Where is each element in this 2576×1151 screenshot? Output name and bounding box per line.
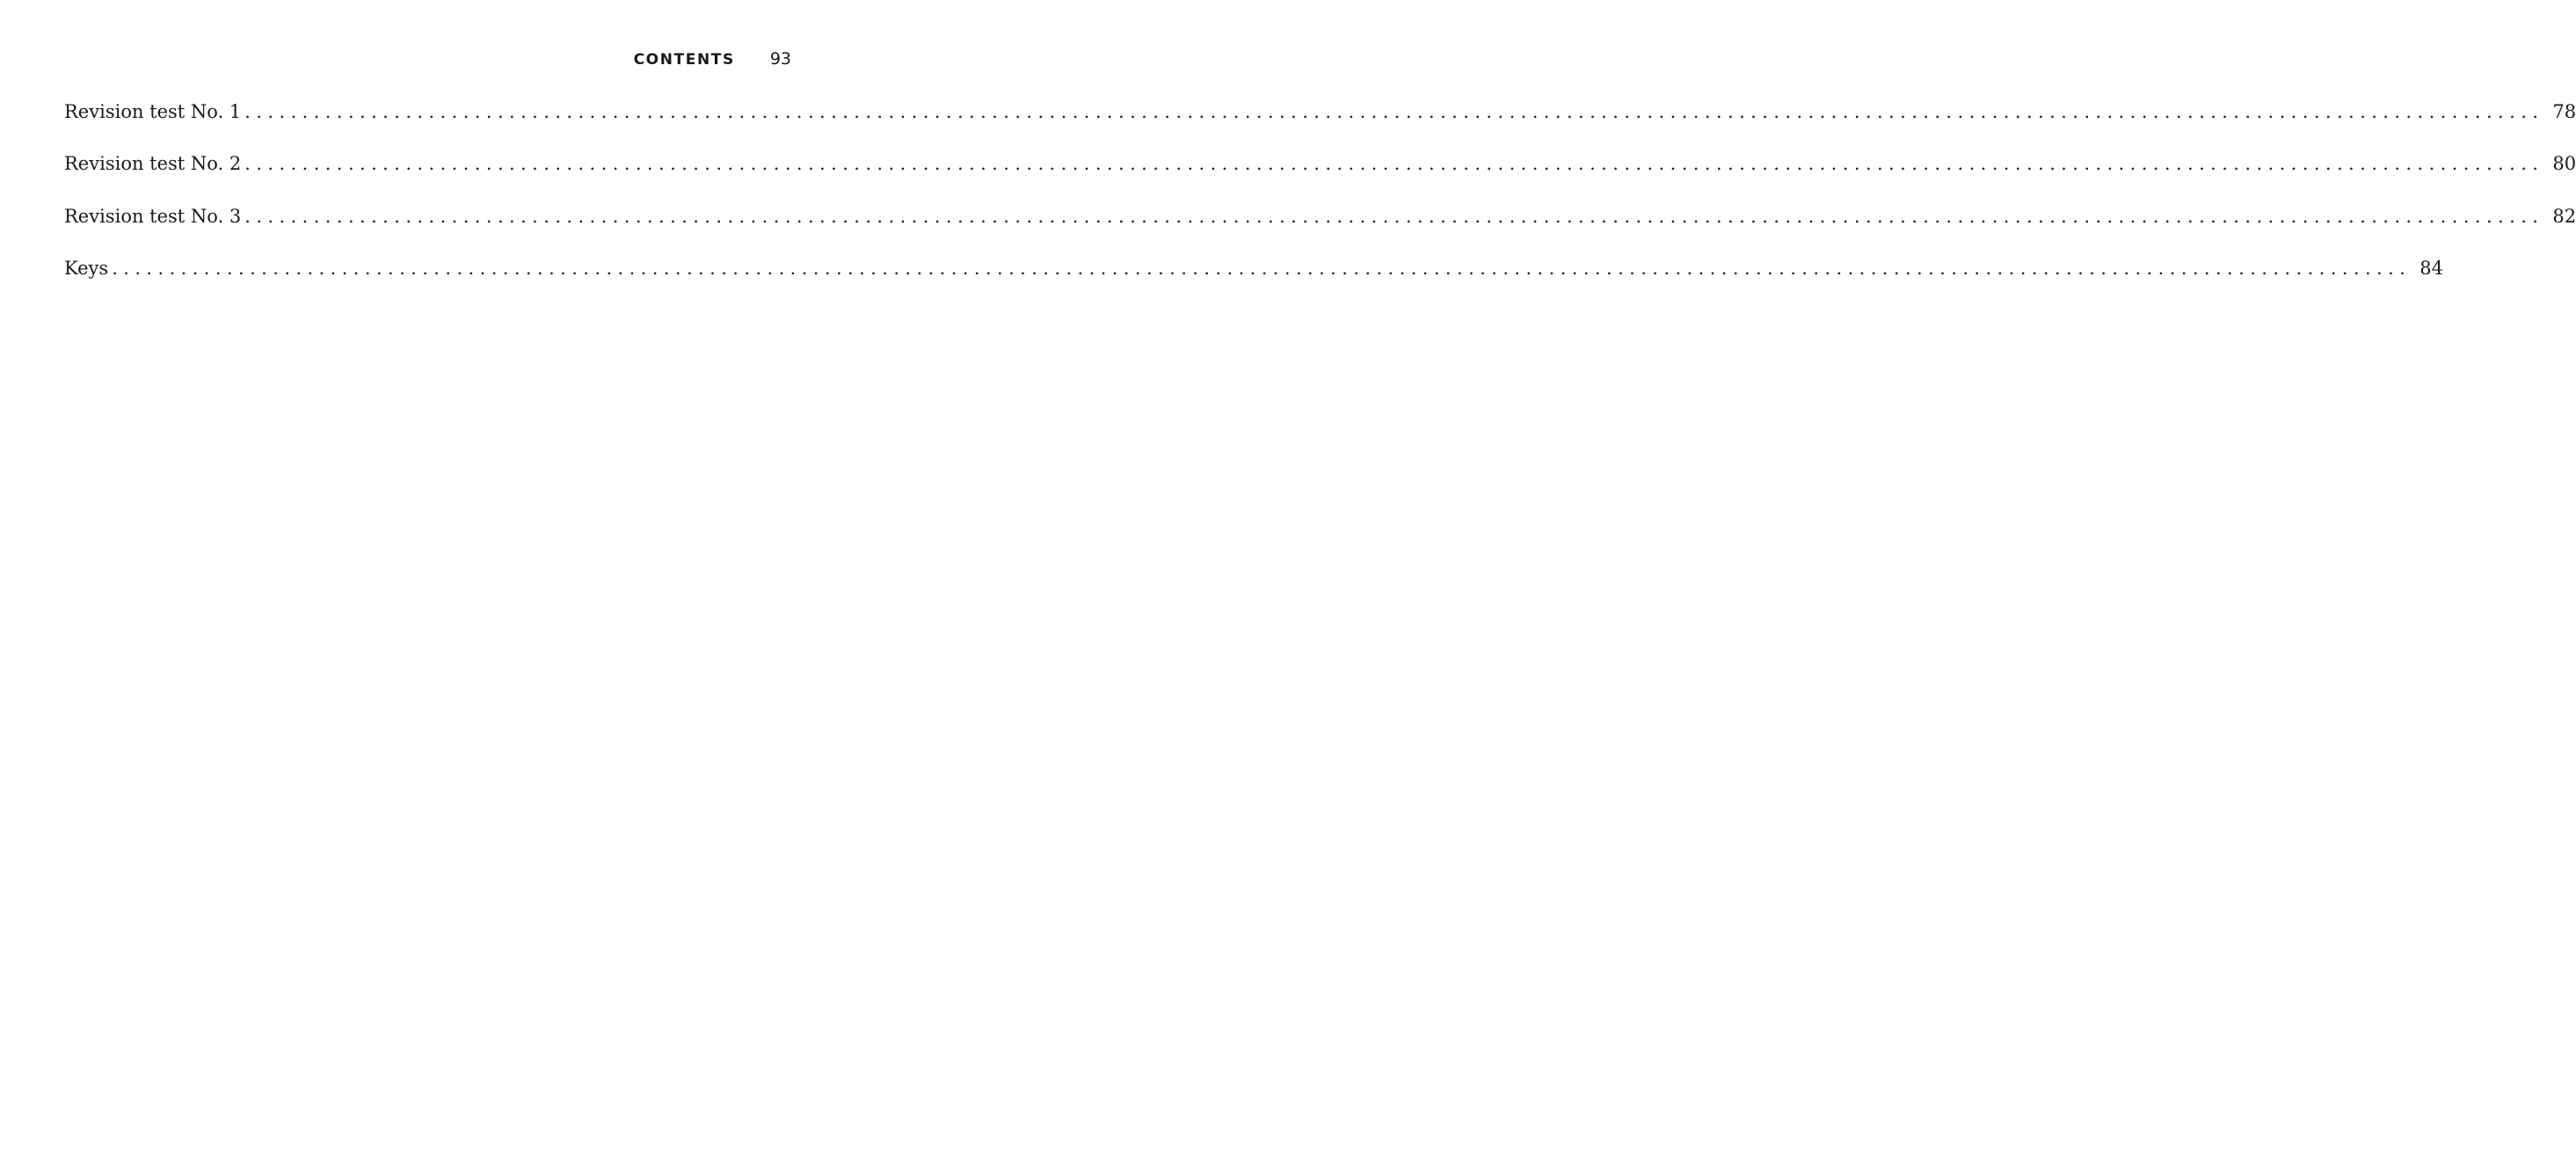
dot-leader: ........................................................................................................................................................................................................: [244, 101, 2544, 122]
table-of-contents: [64, 101, 2576, 310]
toc-entry-revision-test-2[interactable]: [64, 153, 2576, 205]
toc-entry-title: Revision test No. 1: [64, 101, 242, 122]
page-number: 93: [769, 49, 791, 69]
running-head: [634, 49, 791, 69]
toc-entry-keys[interactable]: [64, 257, 2443, 310]
dot-leader: ........................................................................................................................................................................................................: [112, 257, 2412, 279]
toc-entry-page: 78: [2552, 101, 2576, 122]
toc-entry-title: Revision test No. 3: [64, 205, 242, 227]
toc-entry-revision-test-3[interactable]: [64, 205, 2576, 258]
toc-entry-title: Keys: [64, 257, 109, 279]
toc-entry-page: 80: [2552, 153, 2576, 175]
dot-leader: ........................................................................................................................................................................................................: [244, 153, 2544, 175]
dot-leader: ........................................................................................................................................................................................................: [244, 205, 2544, 227]
toc-entry-revision-test-1[interactable]: [64, 101, 2576, 153]
section-title: CONTENTS: [633, 51, 735, 69]
toc-entry-page: 84: [2420, 257, 2443, 279]
toc-entry-page: 82: [2552, 205, 2576, 227]
toc-entry-title: Revision test No. 2: [64, 153, 242, 175]
